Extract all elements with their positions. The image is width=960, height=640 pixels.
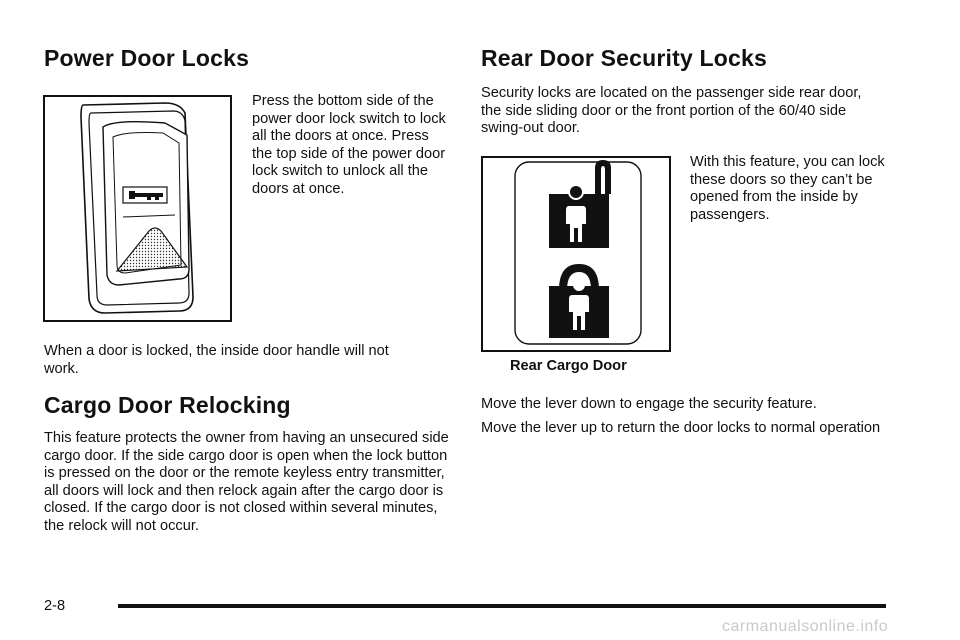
- door-lock-switch-illustration: [45, 97, 230, 320]
- rear-cargo-door-caption: Rear Cargo Door: [510, 358, 627, 374]
- rear-door-security-para1: Move the lever down to engage the security feature.: [481, 396, 817, 412]
- cargo-door-relocking-heading: Cargo Door Relocking: [44, 392, 291, 418]
- rear-door-security-side-text: With this feature, you can lock these doors so they can’t be opened from the inside by passengers.: [690, 154, 885, 223]
- security-lock-illustration: [483, 158, 669, 350]
- lock-key-icon: [123, 187, 167, 203]
- power-door-locks-side-text: Press the bottom side of the power door lock switch to lock all the doors at once. Press the top side of the power door lock switch to unlock all the doors at once.: [252, 93, 446, 197]
- rear-door-security-intro: Security locks are located on the passenger side rear door, the side sliding door or the front portion of the 60/40 side swing-out door.: [481, 85, 862, 136]
- footer-rule: [118, 604, 886, 608]
- power-door-locks-after-text: When a door is locked, the inside door handle will not work.: [44, 343, 389, 377]
- page-number: 2-8: [44, 598, 66, 614]
- cargo-door-relocking-body: This feature protects the owner from having an unsecured side cargo door. If the side cargo door is open when the lock button is pressed on the door or the remote keyless entry transmitter, all doors will lock and then relock again after the cargo door is closed. If the cargo door is not closed within several minutes, the relock will not occur.: [44, 430, 449, 534]
- power-door-locks-heading: Power Door Locks: [44, 45, 250, 71]
- rear-door-security-locks-heading: Rear Door Security Locks: [481, 45, 768, 71]
- power-door-lock-switch-figure: [43, 95, 232, 322]
- watermark-text: carmanualsonline.info: [722, 618, 889, 635]
- rear-cargo-door-figure: [481, 156, 671, 352]
- rear-door-security-para2: Move the lever up to return the door locks to normal operation: [481, 420, 881, 436]
